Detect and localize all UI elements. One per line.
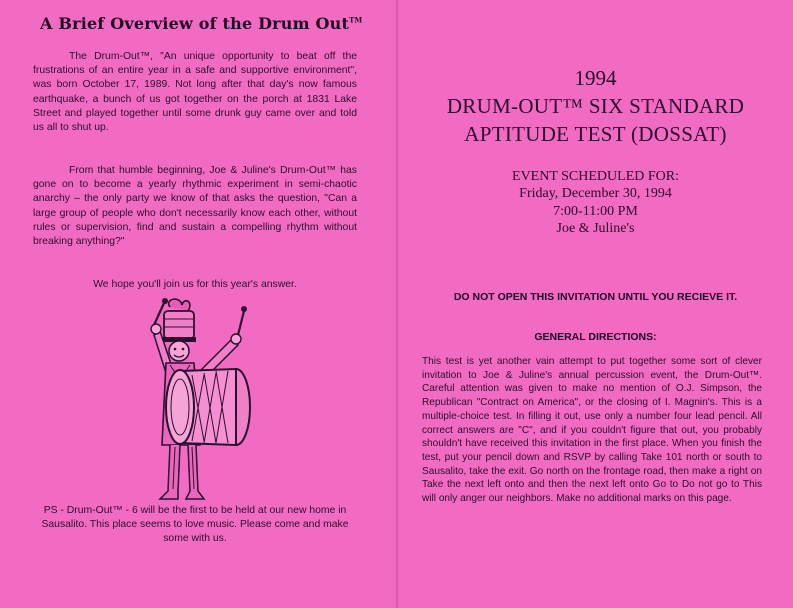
event-date: Friday, December 30, 1994	[519, 186, 672, 201]
test-title-line-1: DRUM-OUT™ SIX STANDARD	[446, 94, 745, 118]
test-year: 1994	[574, 66, 617, 90]
event-place: Joe & Juline's	[556, 221, 635, 236]
overview-paragraph-3: We hope you'll join us for this year's answer.	[93, 279, 297, 290]
directions-heading: GENERAL DIRECTIONS:	[534, 331, 657, 343]
event-time: 7:00-11:00 PM	[553, 204, 638, 219]
open-warning: DO NOT OPEN THIS INVITATION UNTIL YOU RECIEVE IT.	[453, 291, 738, 303]
overview-paragraph-1: The Drum-Out™, "An unique opportunity to beat off the frustrations of an entire year in a safe and supportive environment", was born October 17, 1989. Not long after that day's now famous earthquake, a bunch of us got together on the porch at 1831 Lake Street and played together until some drunk guy came over and told us all to shut up.	[33, 51, 357, 134]
event-label: EVENT SCHEDULED FOR:	[512, 169, 679, 184]
left-panel	[0, 0, 396, 608]
drummer-icon	[140, 295, 260, 505]
overview-title-tm: TM	[349, 15, 363, 25]
overview-paragraph-2: From that humble beginning, Joe & Juline's Drum-Out™ has gone on to become a yearly rhythmic experiment in semi-chaotic anarchy – the only party we know of that asks the question, "Can a large group of people who don't necessarily know each other, without rules or supervision, find and sustain a compelling rhythm without breaking anything?"	[33, 165, 357, 248]
right-panel	[398, 0, 793, 608]
postscript: PS - Drum-Out™ - 6 will be the first to be held at our new home in Sausalito. This place seems to love music. Please come and make some with us.	[41, 505, 349, 545]
overview-title	[40, 14, 370, 33]
test-title-line-2: APTITUDE TEST (DOSSAT)	[464, 122, 727, 146]
overview-title-text: A Brief Overview of the Drum Out	[40, 14, 350, 33]
directions-text: This test is yet another vain attempt to put together some sort of clever invitation to Joe & Juline's annual percussion event, the Drum-Out™. Careful attention was given to make no mention of O.J. Simpson, the Republican "Contract on America", or the closing of I. Magnin's. This is a multiple-choice test. In filling it out, use only a number four lead pencil. All correct answers are "C", and if you couldn't figure that out, you probably shouldn't have received this invitation in the first place. When you finish the test, put your pencil down and RSVP by calling Take 101 north or south to Sausalito, take the exit. Go north on the frontage road, then make a right on Take the next left onto and then the next left onto Go to Do not go to This will only anger our neighbors. Make no additional marks on this page.	[422, 356, 762, 505]
